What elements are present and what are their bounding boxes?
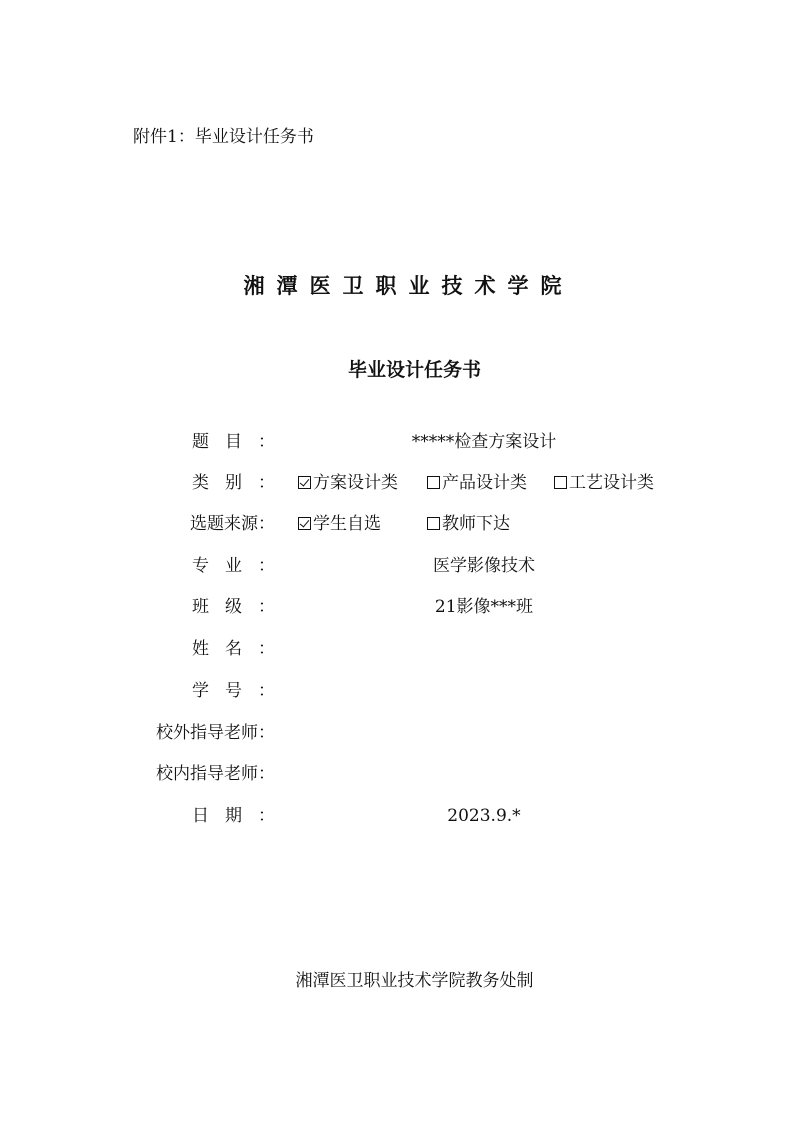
category-label: 类别： (192, 473, 275, 493)
date-label: 日期： (192, 806, 275, 826)
checked-box-icon[interactable] (298, 517, 311, 530)
topic-label: 题目： (192, 432, 275, 452)
unchecked-box-icon[interactable] (427, 517, 440, 530)
date-value: 2023.9.* (447, 806, 521, 826)
name-row (0, 636, 793, 662)
issuer-footer: 湘潭医卫职业技术学院教务处制 (295, 971, 534, 991)
source-row (0, 511, 793, 537)
category-row (0, 470, 793, 496)
student-id-row (0, 678, 793, 704)
name-label: 姓名： (192, 639, 275, 659)
category-option-process[interactable]: 工艺设计类 (554, 470, 654, 496)
school-name: 湘潭医卫职业技术学院 (243, 274, 574, 298)
document-title: 毕业设计任务书 (347, 359, 481, 381)
topic-value: *****检查方案设计 (411, 432, 557, 452)
major-value: 医学影像技术 (433, 556, 535, 576)
major-row (0, 553, 793, 579)
class-label: 班级： (192, 597, 275, 617)
internal-advisor-label: 校内指导老师： (156, 764, 275, 784)
topic-row (0, 429, 793, 455)
class-value: 21影像***班 (434, 597, 534, 617)
class-row (0, 594, 793, 620)
external-advisor-row (0, 720, 793, 746)
student-id-label: 学号： (192, 681, 275, 701)
source-label: 选题来源： (190, 514, 275, 534)
major-label: 专业： (192, 556, 275, 576)
unchecked-box-icon[interactable] (427, 476, 440, 489)
external-advisor-label: 校外指导老师： (156, 723, 275, 743)
date-row (0, 803, 793, 829)
attachment-note: 附件1：毕业设计任务书 (133, 127, 314, 147)
checked-box-icon[interactable] (298, 476, 311, 489)
category-option-scheme[interactable]: 方案设计类 (298, 470, 398, 496)
internal-advisor-row (0, 761, 793, 787)
source-option-student[interactable]: 学生自选 (298, 511, 381, 537)
unchecked-box-icon[interactable] (554, 476, 567, 489)
source-option-teacher[interactable]: 教师下达 (427, 511, 510, 537)
category-option-product[interactable]: 产品设计类 (427, 470, 527, 496)
